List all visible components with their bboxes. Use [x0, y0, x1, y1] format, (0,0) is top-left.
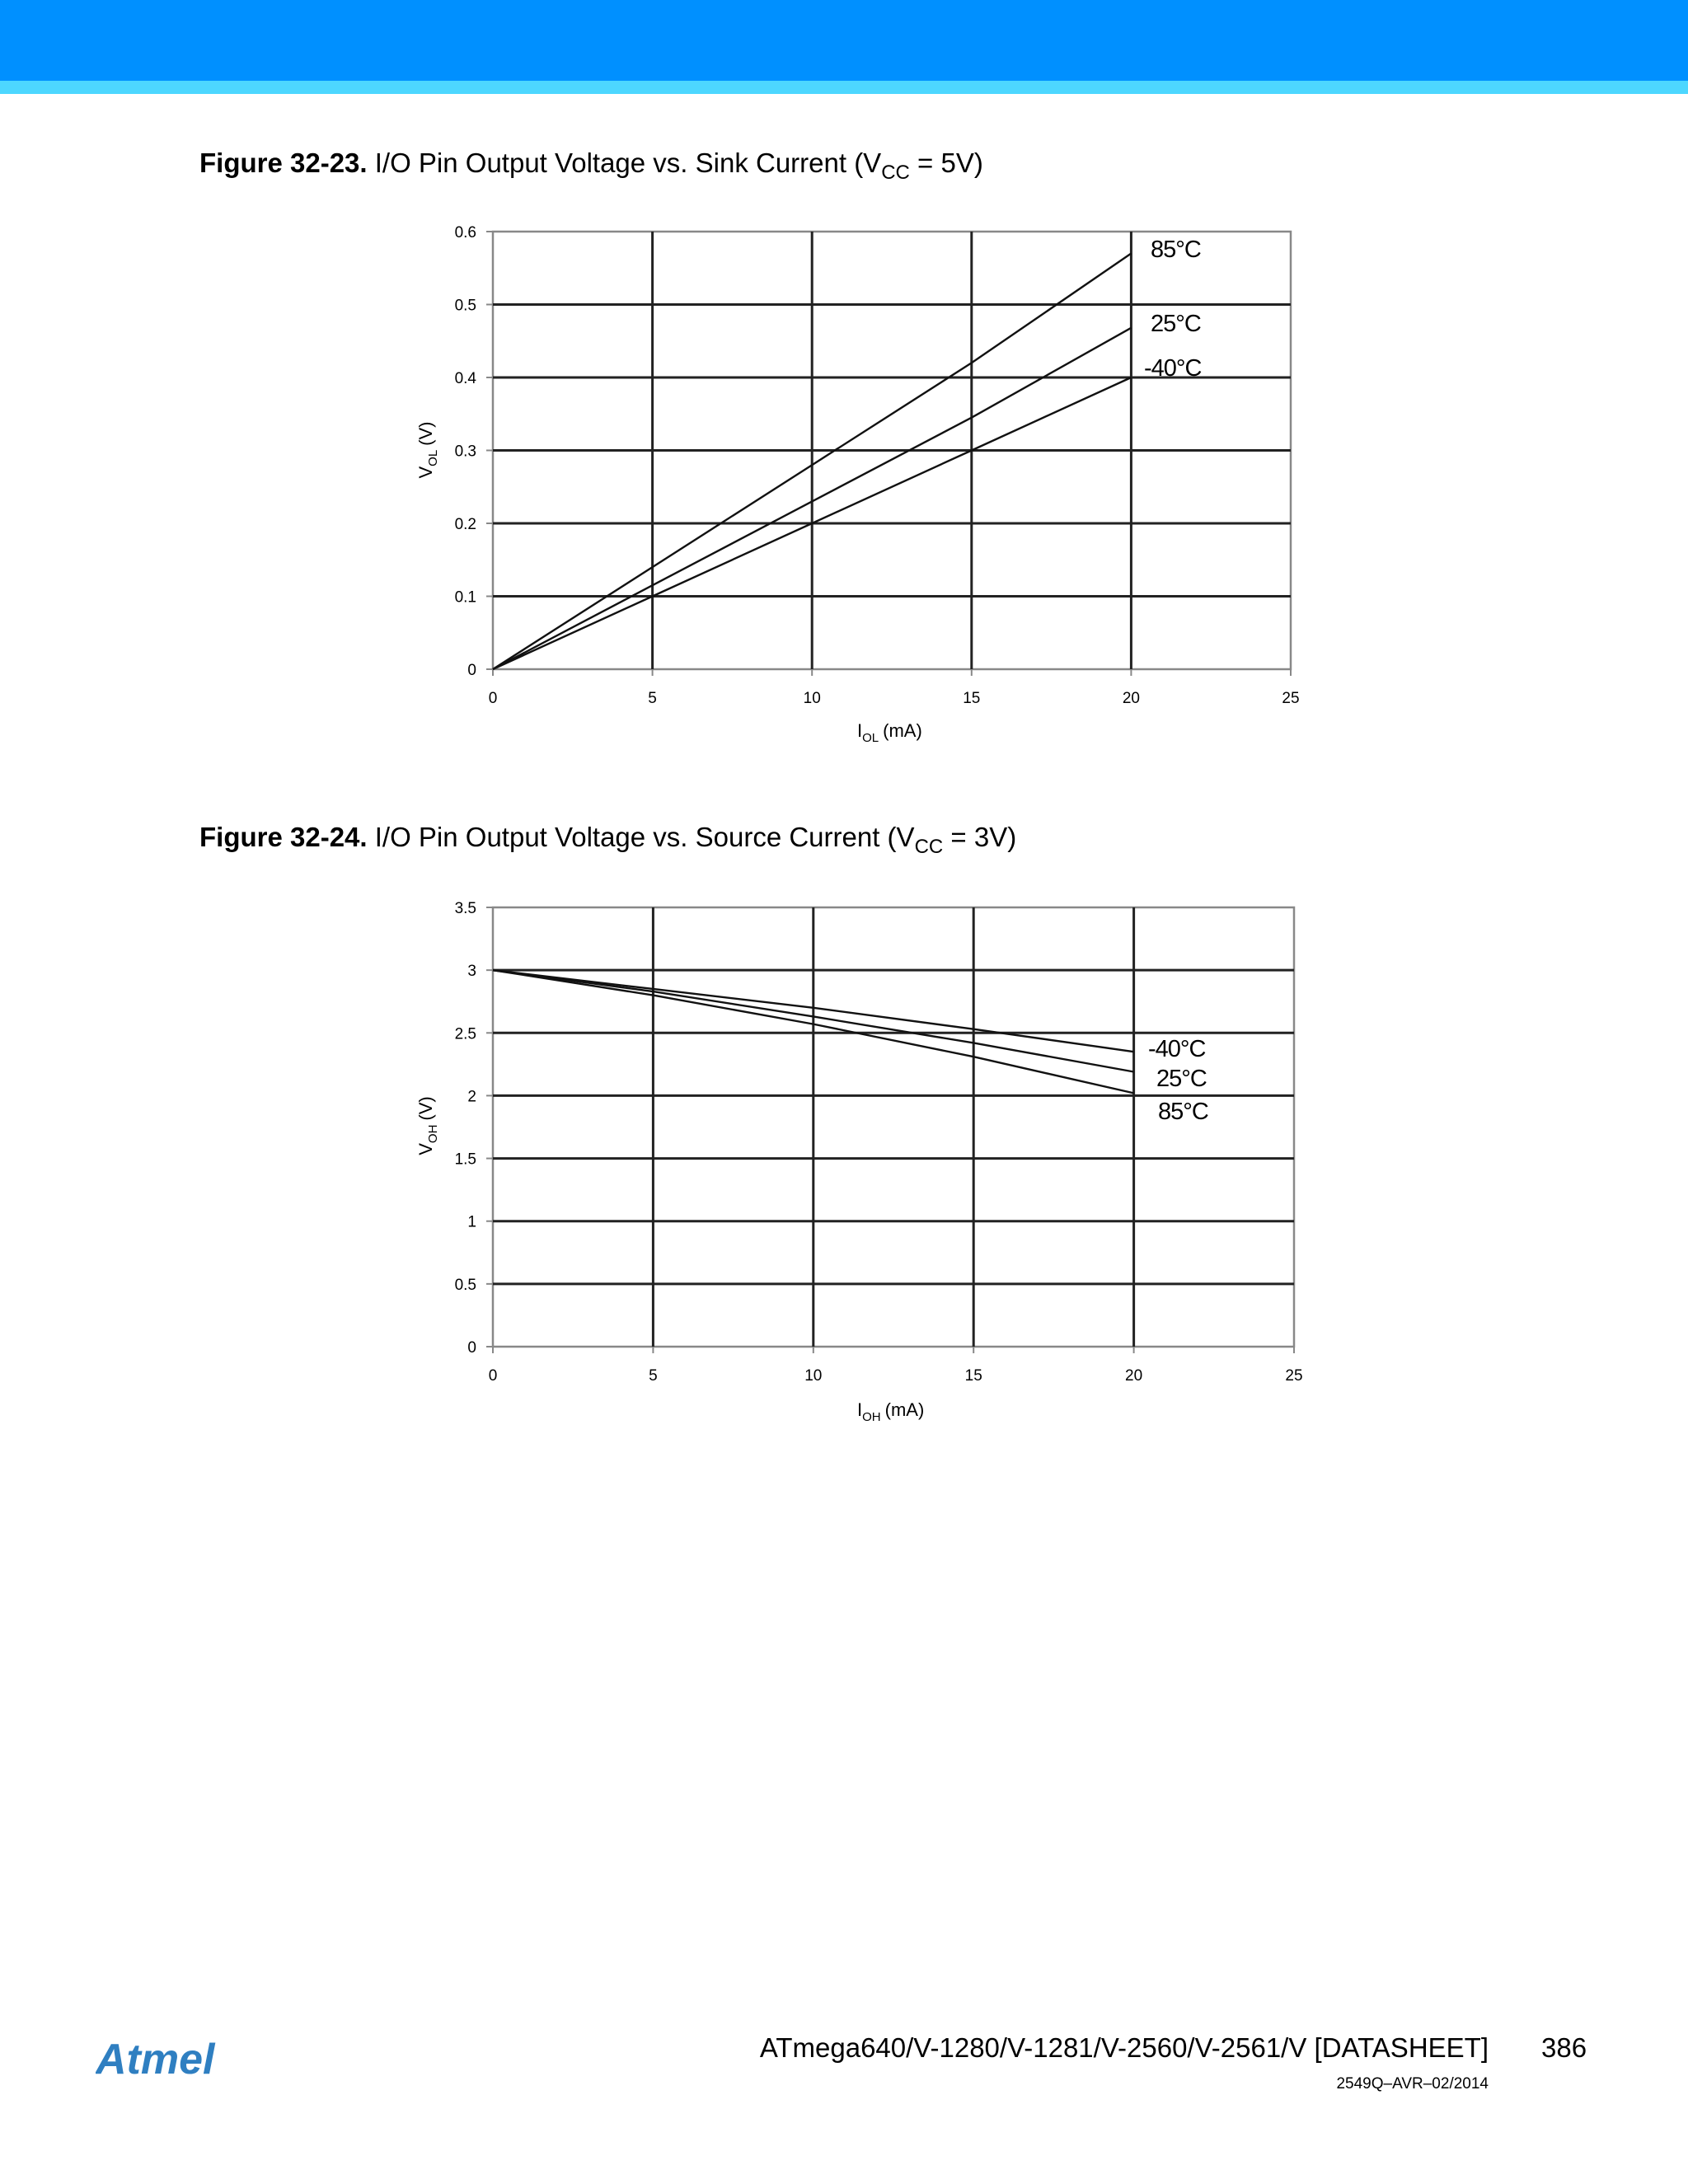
figure-2-title-sub: CC — [914, 836, 944, 858]
chart2-series-label-1: 25°C — [1156, 1066, 1207, 1092]
chart1-xtick-label: 5 — [648, 690, 657, 707]
chart1-x-axis-label-sub: OL — [862, 731, 879, 745]
chart2-xtick-label: 15 — [964, 1367, 982, 1385]
chart2-ytick-label: 2.5 — [454, 1025, 476, 1043]
chart2-y-axis-label — [415, 1096, 440, 1155]
atmel-logo — [96, 2036, 252, 2089]
chart1-xtick-label: 10 — [803, 690, 821, 707]
chart1-x-axis-label-unit: (mA) — [883, 720, 922, 741]
page-number: 386 — [1541, 2032, 1587, 2063]
chart1-x-axis-label-main: I — [857, 720, 863, 741]
chart1-y-axis-label-main: V — [415, 466, 436, 479]
chart2-ytick-label: 3.5 — [454, 900, 476, 917]
figure-1-title: I/O Pin Output Voltage vs. Sink Current (V — [374, 148, 882, 178]
chart-source-current — [0, 824, 1688, 1451]
figure-1-label: Figure 32-23. — [199, 148, 368, 178]
chart1-y-axis-label — [415, 421, 440, 478]
chart2-ytick-label: 0.5 — [454, 1276, 476, 1294]
chart1-xtick-label: 25 — [1282, 690, 1300, 707]
figure-1-title-sub: CC — [881, 162, 910, 184]
chart1-series-label-0: 85°C — [1151, 237, 1201, 263]
chart2-y-axis-label-sub: OH — [426, 1124, 440, 1144]
chart2-series-label-2: 85°C — [1158, 1099, 1208, 1125]
chart2-y-axis-label-main: V — [415, 1143, 436, 1155]
chart1-ytick-label: 0.4 — [454, 370, 476, 387]
footer-title: ATmega640/V-1280/V-1281/V-2560/V-2561/V [DATASHEET] — [759, 2032, 1489, 2063]
chart2-x-axis-label-main: I — [857, 1399, 863, 1420]
chart2-ytick-label: 3 — [467, 963, 476, 981]
chart2-ytick-label: 1.5 — [454, 1151, 476, 1169]
chart2-x-axis-label-sub: OH — [862, 1410, 881, 1424]
chart1-ytick-label: 0.1 — [454, 588, 476, 607]
chart2-xtick-label: 0 — [488, 1367, 498, 1385]
figure-2-title: I/O Pin Output Voltage vs. Source Current (V — [374, 822, 915, 852]
chart1-y-axis-label-unit: (V) — [415, 421, 436, 446]
chart2-ytick-label: 0 — [467, 1339, 476, 1357]
chart2-xtick-label: 10 — [804, 1367, 823, 1385]
chart2-xtick-label: 5 — [649, 1367, 658, 1385]
chart1-series-label-2: -40°C — [1144, 355, 1202, 382]
chart2-x-axis-label — [857, 1399, 924, 1424]
chart2-xtick-label: 25 — [1285, 1367, 1303, 1385]
chart1-x-axis-label — [857, 720, 922, 745]
chart1-ytick-label: 0.6 — [454, 224, 476, 241]
chart1-ytick-label: 0.3 — [454, 443, 476, 461]
chart1-ytick-label: 0 — [467, 662, 476, 679]
chart1-xtick-label: 15 — [963, 690, 981, 707]
chart1-ytick-label: 0.2 — [454, 516, 476, 533]
chart-sink-current-svg — [0, 0, 1688, 766]
chart-source-current-svg — [0, 824, 1688, 1451]
figure-2-title-tail: = 3V) — [943, 822, 1017, 852]
figure-2-label: Figure 32-24. — [199, 822, 368, 852]
chart-sink-current — [0, 0, 1688, 766]
chart2-ytick-label: 1 — [467, 1213, 476, 1231]
chart2-plot-frame — [493, 907, 1294, 1347]
chart1-xtick-label: 20 — [1122, 690, 1140, 707]
chart2-series-label-0: -40°C — [1148, 1036, 1206, 1062]
chart2-ytick-label: 2 — [467, 1088, 476, 1106]
chart1-series-label-1: 25°C — [1151, 311, 1201, 337]
chart1-xtick-label: 0 — [488, 690, 498, 707]
figure-1-title-tail: = 5V) — [909, 148, 983, 178]
chart2-x-axis-label-unit: (mA) — [884, 1399, 925, 1420]
document-id: 2549Q–AVR–02/2014 — [1336, 2075, 1489, 2093]
chart1-ytick-label: 0.5 — [454, 297, 476, 315]
chart2-xtick-label: 20 — [1125, 1367, 1143, 1385]
logo-text: Atmel — [96, 2036, 215, 2083]
chart2-y-axis-label-unit: (V) — [415, 1096, 436, 1121]
chart1-y-axis-label-sub: OL — [426, 449, 440, 466]
